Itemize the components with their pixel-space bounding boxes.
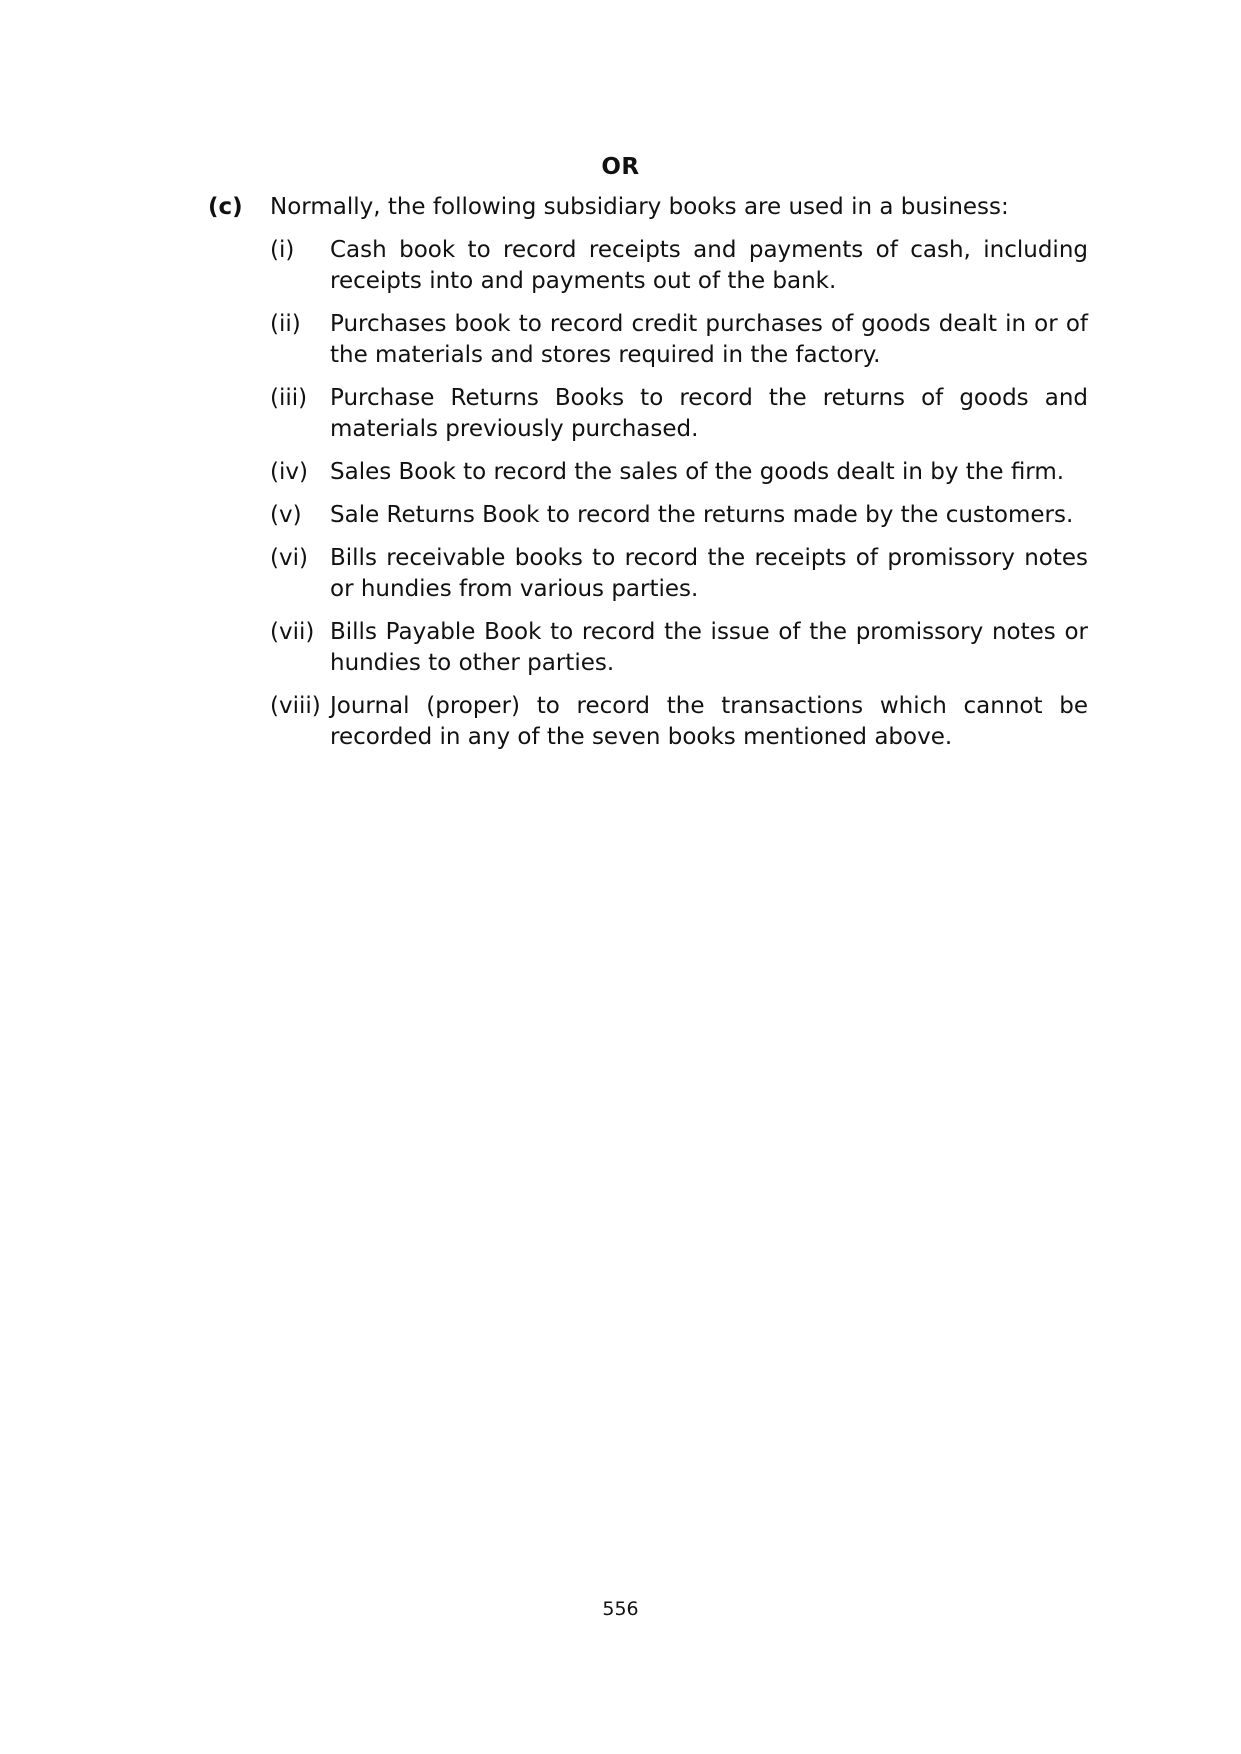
list-item-text: Bills Payable Book to record the issue of the promissory notes or hundies to other parties. [330,619,1088,676]
question-intro-text: Normally, the following subsidiary books are used in a business: [270,194,1009,220]
list-item-number: (v) [270,502,302,528]
list-item-text: Cash book to record receipts and payments of cash, including receipts into and payments out of the bank. [330,237,1088,294]
list-item [270,309,1088,371]
list-item [270,383,1088,445]
list-item [270,543,1088,605]
list-item-text: Purchase Returns Books to record the returns of goods and materials previously purchased. [330,385,1088,442]
question-label: (c) [208,194,243,220]
list-item-number: (vii) [270,619,315,645]
list-item-number: (viii) [270,693,321,719]
list-item-number: (iv) [270,459,308,485]
list-item [270,457,1088,488]
question-intro-row [208,192,1088,223]
list-item-number: (ii) [270,311,301,337]
or-heading: OR [601,154,640,180]
question-c [208,192,1088,765]
list-item-text: Bills receivable books to record the receipts of promissory notes or hundies from various parties. [330,545,1088,602]
list-item-text: Sale Returns Book to record the returns made by the customers. [330,502,1074,528]
list-item [270,500,1088,531]
list-item-text: Purchases book to record credit purchases of goods dealt in or of the materials and stores required in the factory. [330,311,1088,368]
list-item-number: (iii) [270,385,308,411]
list-item [270,617,1088,679]
subsidiary-books-list [270,235,1088,753]
list-item [270,235,1088,297]
list-item [270,691,1088,753]
list-item-number: (vi) [270,545,308,571]
page-number: 556 [602,1598,639,1620]
list-item-text: Journal (proper) to record the transactions which cannot be recorded in any of the seven books mentioned above. [330,693,1088,750]
list-item-text: Sales Book to record the sales of the goods dealt in by the firm. [330,459,1065,485]
list-item-number: (i) [270,237,295,263]
